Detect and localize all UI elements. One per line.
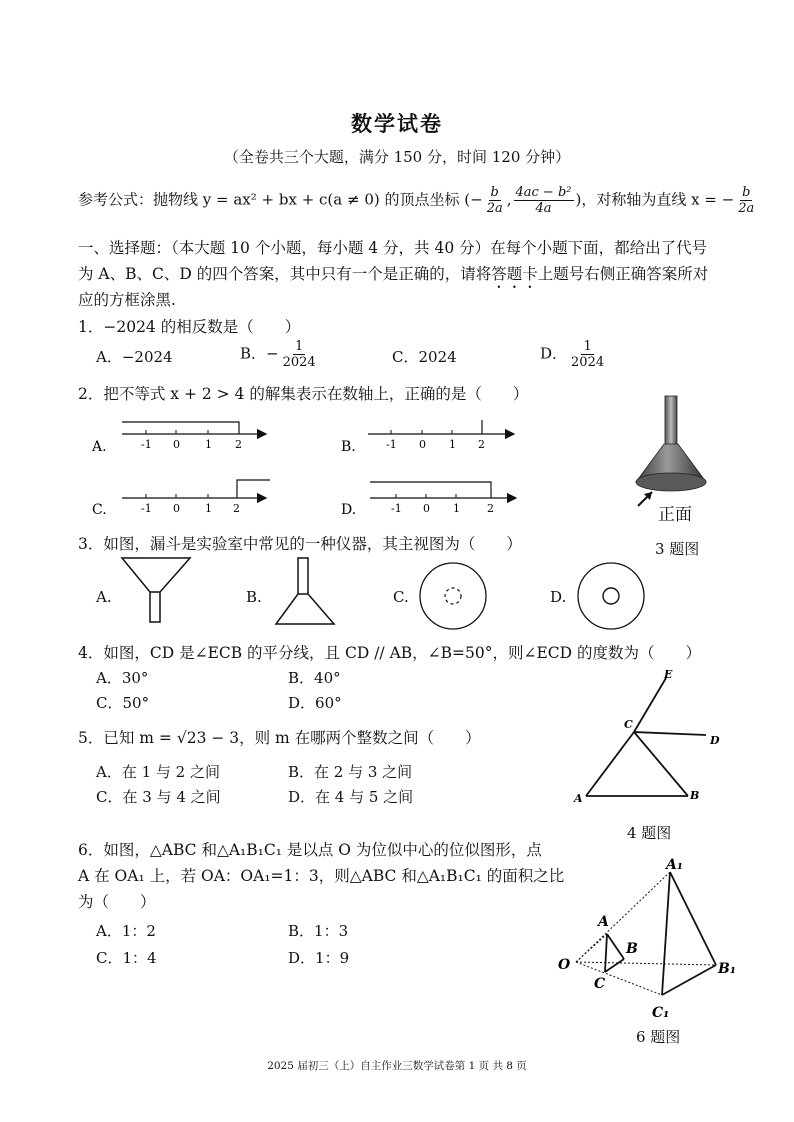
reference-formula: 参考公式：抛物线 y = ax² + bx + c(a ≠ 0) 的顶点坐标 (− $\frac{b}{2a}$ , $\frac{\text{4ac − b²}}{4a}$ )，对称轴为直线 x = − $\frac{b}{2a}$ [78,185,755,216]
svg-text:A₁: A₁ [666,857,683,873]
svg-text:1: 1 [453,502,460,515]
q5-stem: 5．已知 m = √23 − 3，则 m 在哪两个整数之间（ ） [78,729,481,747]
formula-prefix: 参考公式：抛物线 y = ax² + bx + c(a ≠ 0) 的顶点坐标 (− [78,190,483,209]
q2-stem: 2．把不等式 x + 2 > 4 的解集表示在数轴上，正确的是（ ） [78,385,529,403]
funnel-front-label: 正面 [658,505,692,525]
q4-stem: 4．如图，CD 是∠ECB 的平分线，且 CD // AB，∠B=50°，则∠ECD 的度数为（ ） [78,644,702,662]
svg-text:2: 2 [478,438,485,451]
q4-option-b: B．40° [288,669,341,687]
svg-text:1: 1 [449,438,456,451]
svg-text:C: C [594,976,606,992]
section1-line3: 应的方框涂黑. [78,291,176,309]
q2-number-line-c [122,480,270,515]
svg-text:C: C [624,718,633,731]
svg-text:0: 0 [173,438,180,451]
q5-option-a: A．在 1 与 2 之间 [96,763,220,781]
section1-line1: 一、选择题：（本大题 10 个小题，每小题 4 分，共 40 分）在每个小题下面，都给出了代号 [78,239,708,257]
svg-text:1: 1 [205,438,212,451]
svg-text:2: 2 [487,502,494,515]
q3-option-c-figure [416,560,490,634]
svg-text:A: A [598,914,609,930]
q6-figure [552,852,752,1032]
q2-number-lines [86,420,646,530]
q3-stem: 3．如图，漏斗是实验室中常见的一种仪器，其主视图为（ ） [78,535,522,553]
q6-line2: A 在 OA₁ 上，若 OA：OA₁=1：3，则△ABC 和△A₁B₁C₁ 的面积之比 [78,867,565,885]
exam-subtitle: （全卷共三个大题，满分 150 分，时间 120 分钟） [223,148,571,166]
q4-figure [566,664,726,814]
q6-option-d: D．1：9 [288,949,350,967]
q2-option-b-label: B. [341,439,356,455]
q3-option-b-figure [270,556,340,628]
q6-figure-caption: 6 题图 [636,1028,681,1046]
q1-option-b: B．− $\frac{1}{2024}$ [240,339,316,370]
q3-option-a-label: A. [96,588,112,606]
svg-text:2: 2 [235,438,242,451]
q2-option-c-label: C. [92,502,107,518]
q4-option-a: A．30° [96,669,149,687]
formula-fraction-2: $\frac{\text{4ac − b²}}{4a}$ [515,185,572,216]
page-footer: 2025 届初三（上）自主作业三数学试卷第 1 页 共 8 页 [267,1060,527,1072]
q2-option-a-label: A. [92,439,107,455]
q1-option-c: C．2024 [392,348,457,366]
q2-number-line-a [122,422,266,451]
q3-option-a-figure [118,556,194,626]
svg-text:B: B [690,789,700,802]
q6-option-a: A．1：2 [96,922,156,940]
svg-text:0: 0 [423,502,430,515]
svg-text:E: E [664,668,673,681]
q1-option-a: A．−2024 [96,348,173,366]
svg-text:A: A [574,792,583,805]
svg-text:D: D [710,734,720,747]
q2-option-d-label: D. [341,502,357,518]
q5-option-d: D．在 4 与 5 之间 [288,788,414,806]
q3-figure-caption: 3 题图 [655,540,700,558]
svg-text:B₁: B₁ [718,961,736,977]
q5-option-c: C．在 3 与 4 之间 [96,788,221,806]
q5-option-b: B．在 2 与 3 之间 [288,763,413,781]
svg-text:0: 0 [419,438,426,451]
q3-option-c-label: C. [393,588,409,606]
svg-text:-1: -1 [386,438,397,451]
svg-text:-1: -1 [141,438,152,451]
svg-text:B: B [626,941,638,957]
svg-text:C₁: C₁ [652,1005,670,1021]
svg-text:0: 0 [173,502,180,515]
q6-option-b: B．1：3 [288,922,349,940]
q4-figure-caption: 4 题图 [627,824,672,842]
svg-text:2: 2 [233,502,240,515]
svg-text:-1: -1 [141,502,152,515]
q6-line3: 为（ ） [78,893,156,911]
formula-fraction-3: $\frac{b}{2a}$ [738,185,755,216]
page-title: 数学试卷 [351,111,443,136]
q4-option-d: D．60° [288,694,342,712]
q6-option-c: C．1：4 [96,949,157,967]
formula-fraction-1: $\frac{b}{2a}$ [486,185,503,216]
svg-text:O: O [558,957,571,973]
q1-option-d: D． $\frac{1}{2024}$ [540,339,605,370]
q3-option-d-label: D. [550,588,567,606]
svg-text:1: 1 [205,502,212,515]
svg-text:-1: -1 [391,502,402,515]
section1-line2: 为 A、B、C、D 的四个答案，其中只有一个是正确的，请将答题卡上题号右侧正确答案所对 [78,265,709,283]
formula-middle: )，对称轴为直线 x = − [575,190,735,209]
q4-option-c: C．50° [96,694,150,712]
q3-option-d-figure [574,560,648,634]
q3-option-b-label: B. [246,588,262,606]
q2-number-line-d [370,482,516,515]
q1-stem: 1．−2024 的相反数是（ ） [78,318,301,336]
q6-line1: 6．如图，△ABC 和△A₁B₁C₁ 是以点 O 为位似中心的位似图形，点 [78,841,542,859]
q2-number-line-b [368,420,514,451]
